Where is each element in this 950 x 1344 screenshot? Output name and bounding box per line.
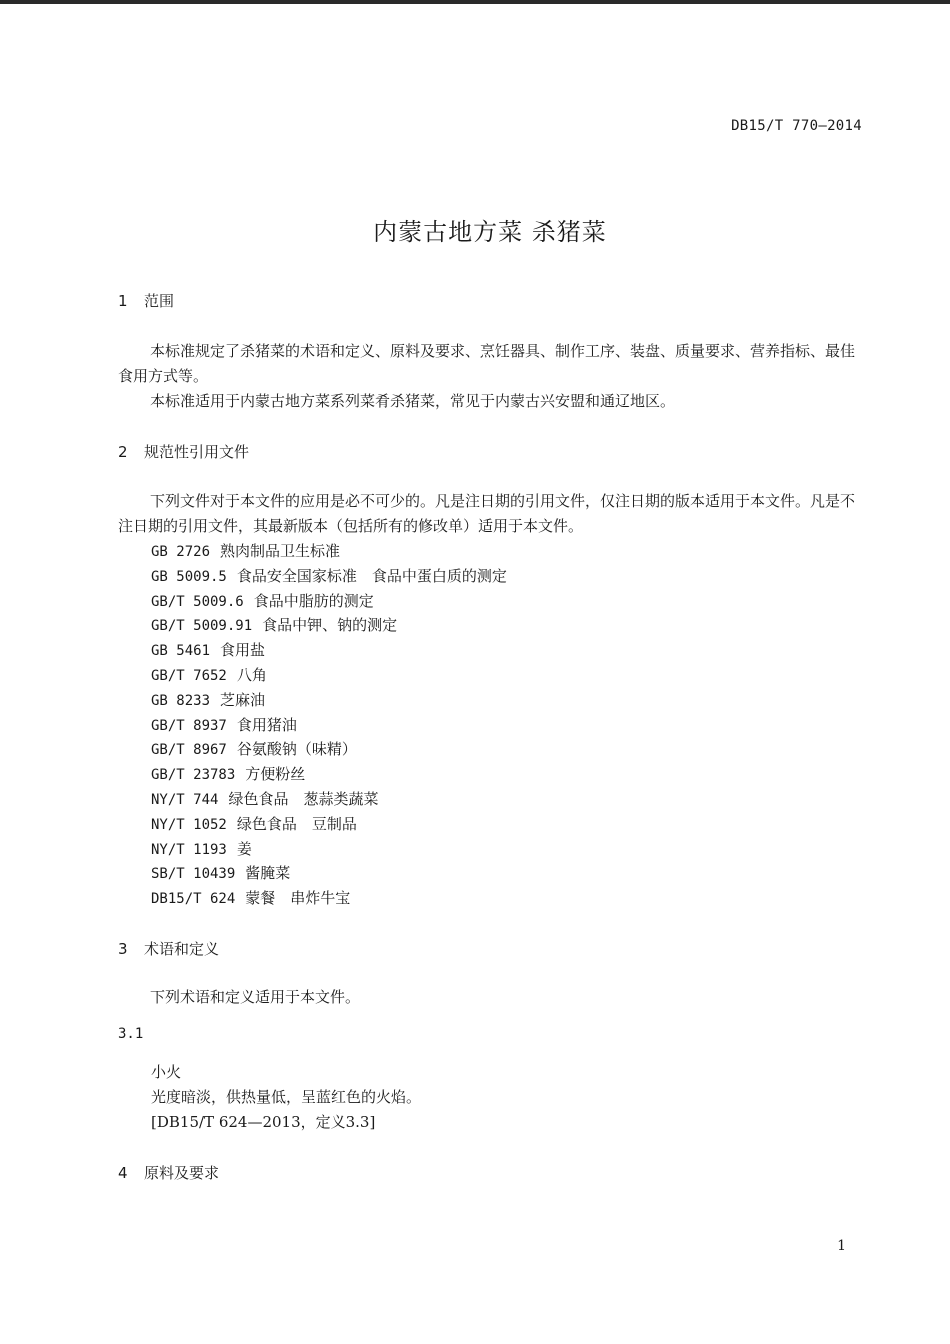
reference-item <box>151 613 507 638</box>
reference-title: 八角 <box>236 665 267 684</box>
reference-code: GB/T 8967 <box>151 742 227 759</box>
section-title: 术语和定义 <box>144 940 220 958</box>
reference-item <box>151 861 507 886</box>
reference-item <box>151 737 507 762</box>
reference-item <box>151 663 507 688</box>
reference-item <box>151 886 507 911</box>
reference-item <box>151 713 507 738</box>
reference-code: GB/T 23783 <box>151 767 236 784</box>
reference-list <box>151 539 507 911</box>
section-heading-ingredients <box>118 1162 219 1183</box>
reference-code: GB/T 8937 <box>151 717 227 734</box>
section-heading-normative-references <box>118 441 249 462</box>
reference-code: SB/T 10439 <box>151 866 236 883</box>
section-heading-scope <box>118 290 174 311</box>
reference-item <box>151 589 507 614</box>
term-name: 小火 <box>151 1063 182 1081</box>
reference-title: 谷氨酸钠（味精） <box>236 740 357 759</box>
terms-intro-paragraph: 下列术语和定义适用于本文件。 <box>150 988 361 1006</box>
reference-item <box>151 787 507 812</box>
reference-title: 蒙餐 串炸牛宝 <box>245 889 351 908</box>
reference-code: GB 8233 <box>151 692 211 709</box>
reference-item <box>151 688 507 713</box>
reference-title: 熟肉制品卫生标准 <box>220 542 341 560</box>
reference-code: NY/T 744 <box>151 791 219 808</box>
section-number: 3 <box>118 940 128 958</box>
reference-title: 芝麻油 <box>220 690 266 709</box>
reference-title: 绿色食品 葱蒜类蔬菜 <box>228 789 379 808</box>
reference-code: NY/T 1052 <box>151 816 227 833</box>
section-number: 4 <box>118 1164 128 1182</box>
document-title: 内蒙古地方菜 杀猪菜 <box>373 218 607 246</box>
reference-title: 绿色食品 豆制品 <box>236 814 357 833</box>
page-number: 1 <box>837 1238 846 1254</box>
term-source: [DB15/T 624—2013，定义3.3] <box>151 1113 376 1131</box>
reference-title: 食品中钾、钠的测定 <box>262 616 398 635</box>
reference-item <box>151 539 507 564</box>
reference-code: GB/T 5009.6 <box>151 593 244 610</box>
section-number: 1 <box>118 292 128 310</box>
reference-item <box>151 812 507 837</box>
section-title: 范围 <box>144 292 175 310</box>
reference-code: GB 2726 <box>151 544 211 560</box>
reference-item <box>151 638 507 663</box>
reference-item <box>151 762 507 787</box>
reference-item <box>151 564 507 589</box>
section-title: 规范性引用文件 <box>144 443 250 461</box>
reference-title: 食用盐 <box>220 641 266 660</box>
reference-code: DB15/T 624 <box>151 891 236 908</box>
reference-title: 食品安全国家标准 食品中蛋白质的测定 <box>236 566 507 585</box>
section-heading-terms <box>118 938 219 959</box>
reference-code: GB/T 5009.91 <box>151 618 253 635</box>
reference-item <box>151 837 507 862</box>
reference-title: 方便粉丝 <box>245 765 306 784</box>
document-code: DB15/T 770—2014 <box>731 118 862 134</box>
term-definition: 光度暗淡，供热量低，呈蓝红色的火焰。 <box>151 1088 422 1106</box>
section-title: 原料及要求 <box>144 1164 220 1182</box>
reference-title: 食品中脂肪的测定 <box>253 591 374 610</box>
reference-title: 食用猪油 <box>236 715 297 734</box>
reference-title: 酱腌菜 <box>245 864 291 883</box>
reference-code: GB 5009.5 <box>151 568 227 585</box>
normative-intro-paragraph: 下列文件对于本文件的应用是必不可少的。凡是注日期的引用文件，仅注日期的版本适用于本文件。凡是不注日期的引用文件，其最新版本（包括所有的修改单）适用于本文件。 <box>118 492 856 535</box>
top-border-rule <box>0 0 950 4</box>
term-number: 3.1 <box>118 1026 144 1042</box>
reference-title: 姜 <box>236 839 252 858</box>
reference-code: GB/T 7652 <box>151 667 227 684</box>
reference-code: NY/T 1193 <box>151 841 227 858</box>
section-number: 2 <box>118 443 128 461</box>
reference-code: GB 5461 <box>151 643 211 660</box>
scope-paragraph-1: 本标准规定了杀猪菜的术语和定义、原料及要求、烹饪器具、制作工序、装盘、质量要求、营养指标、最佳食用方式等。 <box>118 342 856 385</box>
scope-paragraph-2: 本标准适用于内蒙古地方菜系列菜肴杀猪菜，常见于内蒙古兴安盟和通辽地区。 <box>150 392 676 410</box>
